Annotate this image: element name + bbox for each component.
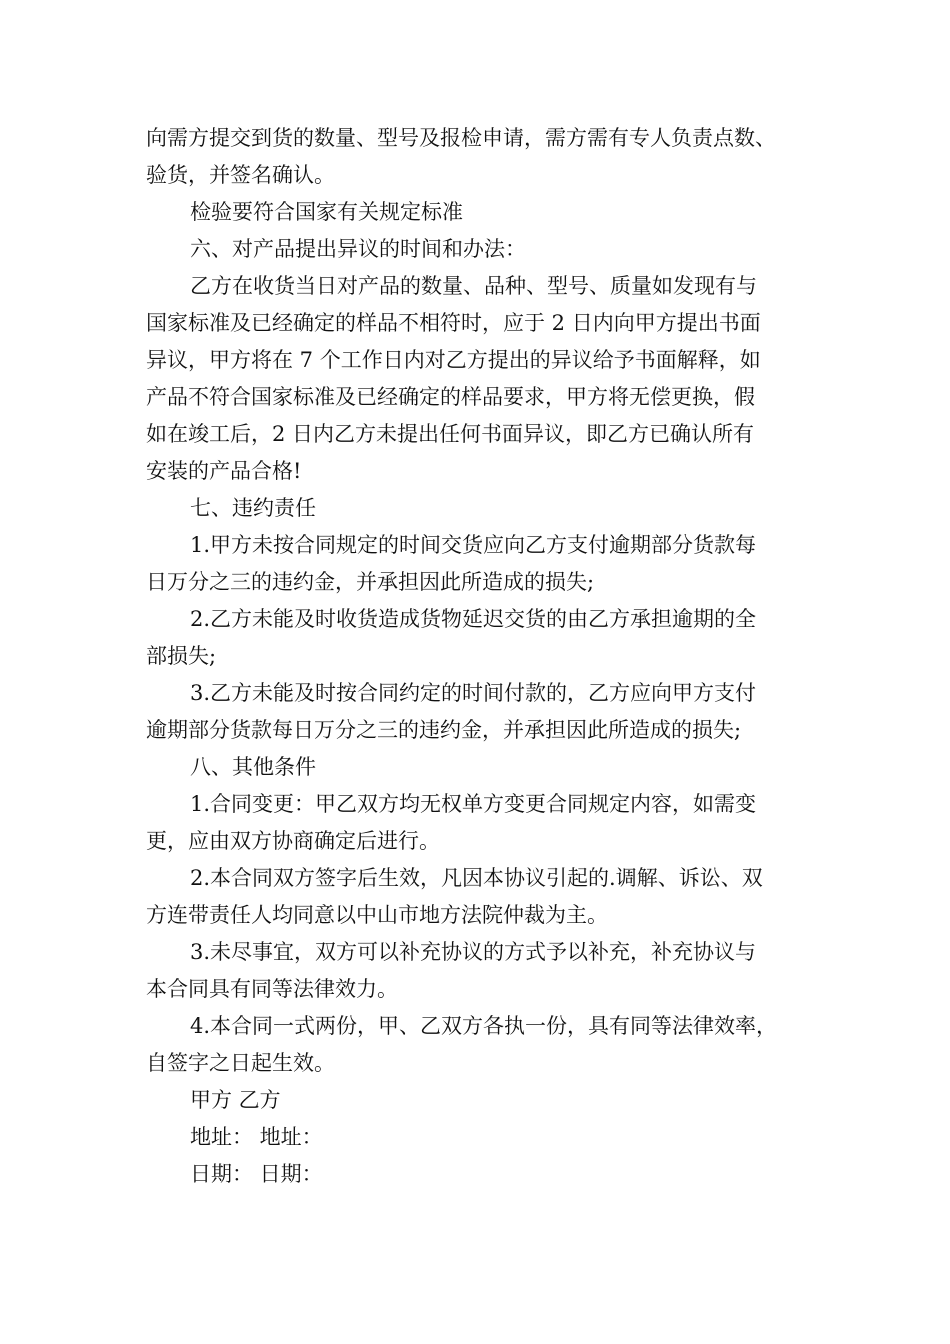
signature-date: 日期： 日期：	[190, 1162, 323, 1186]
text-line: 方连带责任人均同意以中山市地方法院仲裁为主。	[146, 903, 608, 927]
text-line: 3.乙方未能及时按合同约定的时间付款的，乙方应向甲方支付	[190, 681, 757, 705]
text-line: 部损失;	[146, 644, 217, 668]
text-line: 安装的产品合格!	[146, 459, 302, 483]
text-line: 检验要符合国家有关规定标准	[190, 200, 463, 224]
text-line: 自签字之日起生效。	[146, 1051, 335, 1075]
text-line: 4.本合同一式两份，甲、乙双方各执一份，具有同等法律效率，	[190, 1014, 778, 1038]
text-line: 向需方提交到货的数量、型号及报检申请，需方需有专人负责点数、	[146, 126, 776, 150]
text-line: 乙方在收货当日对产品的数量、品种、型号、质量如发现有与	[190, 274, 757, 298]
text-line: 1.合同变更：甲乙双方均无权单方变更合同规定内容，如需变	[190, 792, 757, 816]
text-line: 日万分之三的违约金，并承担因此所造成的损失;	[146, 570, 595, 594]
text-line: 产品不符合国家标准及已经确定的样品要求，甲方将无偿更换，假	[146, 385, 755, 409]
signature-address: 地址： 地址：	[190, 1125, 323, 1149]
text-line: 2.本合同双方签字后生效，凡因本协议引起的.调解、诉讼、双	[190, 866, 763, 890]
section-heading: 六、对产品提出异议的时间和办法：	[190, 237, 526, 261]
signature-parties: 甲方 乙方	[190, 1088, 281, 1112]
text-line: 异议，甲方将在 7 个工作日内对乙方提出的异议给予书面解释，如	[146, 348, 761, 372]
section-heading: 八、其他条件	[190, 755, 316, 779]
text-line: 2.乙方未能及时收货造成货物延迟交货的由乙方承担逾期的全	[190, 607, 757, 631]
text-line: 本合同具有同等法律效力。	[146, 977, 398, 1001]
text-line: 1.甲方未按合同规定的时间交货应向乙方支付逾期部分货款每	[190, 533, 757, 557]
text-line: 验货，并签名确认。	[146, 163, 335, 187]
text-line: 3.未尽事宜，双方可以补充协议的方式予以补充，补充协议与	[190, 940, 757, 964]
text-line: 如在竣工后，2 日内乙方未提出任何书面异议，即乙方已确认所有	[146, 422, 755, 446]
text-line: 逾期部分货款每日万分之三的违约金，并承担因此所造成的损失;	[146, 718, 742, 742]
text-line: 更，应由双方协商确定后进行。	[146, 829, 440, 853]
text-line: 国家标准及已经确定的样品不相符时，应于 2 日内向甲方提出书面	[146, 311, 761, 335]
section-heading: 七、违约责任	[190, 496, 316, 520]
